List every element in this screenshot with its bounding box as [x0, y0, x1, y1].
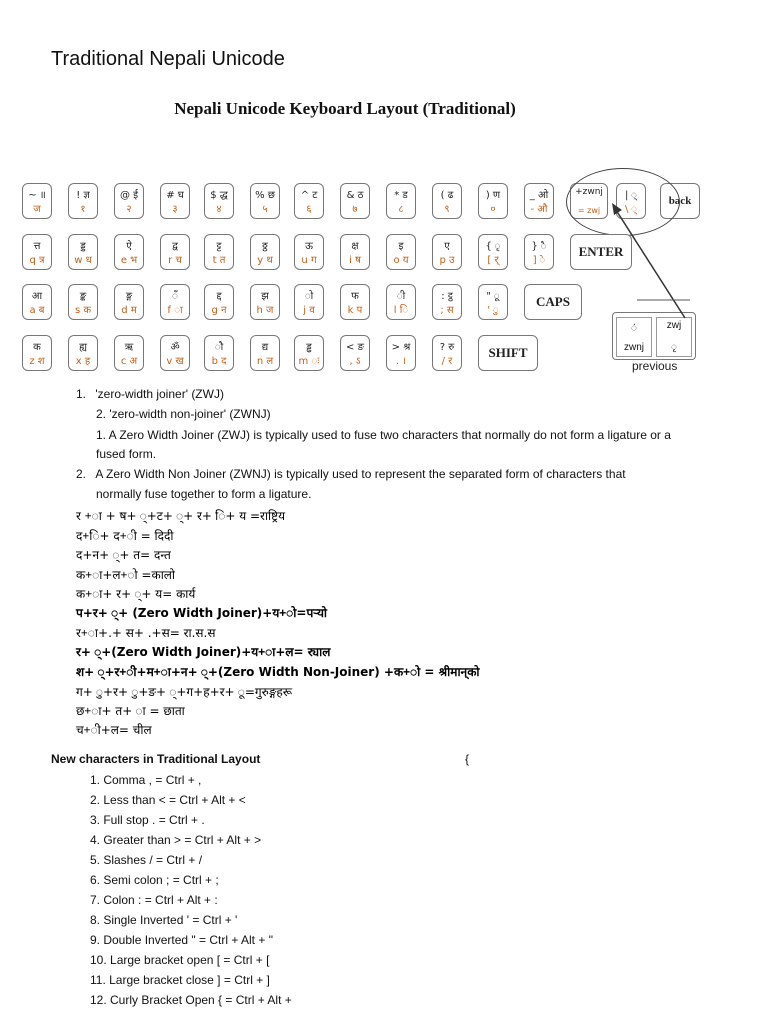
- shortcut-item: 4. Greater than > = Ctrl + Alt + >: [90, 833, 262, 847]
- key-upper: ङ्ग: [125, 291, 133, 302]
- key-lower: t त: [212, 255, 226, 266]
- shortcut-item: 11. Large bracket close ] = Ctrl + ]: [90, 973, 270, 987]
- key-lower: v ख: [166, 356, 184, 367]
- equation-line: च+ी+ल= चील: [76, 723, 152, 737]
- key-upper: ॐ: [170, 342, 180, 353]
- key-upper: ऊ: [305, 241, 313, 252]
- key-lower: २: [126, 204, 132, 215]
- key-upper: } ै: [531, 241, 547, 252]
- key-upper: # घ: [166, 190, 184, 201]
- arrow-icon: [0, 0, 768, 390]
- key-upper: | ्: [625, 190, 637, 201]
- key-lower: m ः: [298, 356, 320, 367]
- key-upper: ) ण: [485, 190, 501, 201]
- key-upper: ^ ट: [300, 190, 318, 201]
- key-upper: % छ: [255, 190, 275, 201]
- key-upper: क्ष: [351, 241, 359, 252]
- key-lower: ४: [216, 204, 222, 215]
- shortcut-item: 8. Single Inverted ' = Ctrl + ': [90, 913, 238, 927]
- previous-label: previous: [632, 359, 678, 373]
- key-lower: ज: [33, 204, 41, 215]
- key-lower: . ।: [395, 356, 407, 367]
- key-lower: ७: [352, 204, 358, 215]
- key-upper: झ: [261, 291, 269, 302]
- key-lower: o य: [393, 255, 409, 266]
- key-caps: CAPS: [524, 284, 582, 320]
- key-lower: l ि: [393, 305, 409, 316]
- equation-line: छ+ा+ त+ ा = छाता: [76, 704, 185, 718]
- document-title: Traditional Nepali Unicode: [51, 48, 285, 70]
- key-lower: १: [80, 204, 86, 215]
- equation-line: ग+ ु+र+ ु+ङ+ ्+ग+ह+र+ ू=गुरुङ्गहरू: [76, 685, 293, 699]
- key-lower: y थ: [257, 255, 273, 266]
- brace-char: {: [465, 752, 470, 766]
- key-upper: ी: [396, 291, 406, 302]
- key-upper: ठ्ठ: [262, 241, 268, 252]
- key-lower: ३: [172, 204, 178, 215]
- key-upper: द्द: [216, 291, 222, 302]
- key-lower: ' ु: [487, 305, 499, 316]
- key-lower: ९: [444, 204, 450, 215]
- key-upper: _ ओ: [529, 190, 549, 201]
- key-upper: क: [33, 342, 41, 353]
- equation-line: श+ ्+र+ी+म+ा+न+ ्+(Zero Width Non-Joiner) +क+ो = श्रीमान्‌को: [76, 665, 480, 679]
- shortcut-item: 9. Double Inverted " = Ctrl + Alt + ": [90, 933, 273, 947]
- key-upper: ~ ॥: [28, 190, 46, 201]
- key-lower: h ज: [256, 305, 274, 316]
- key-lower: n ल: [256, 356, 274, 367]
- equation-line: प+र+ ्+ (Zero Width Joiner)+य+ो=पर्‍यो: [76, 606, 328, 620]
- key-upper: ? रु: [439, 342, 455, 353]
- key-lower: g न: [211, 305, 227, 316]
- key-lower: ५: [262, 204, 268, 215]
- equation-line: क+ा+ र+ ्+ य= कार्य: [76, 587, 196, 601]
- previous-right-bottom: ृ: [671, 342, 677, 353]
- key-upper: ह्य: [79, 342, 87, 353]
- key-lower: s क: [74, 305, 92, 316]
- key-enter: ENTER: [570, 234, 632, 270]
- previous-right-top: zwj: [666, 320, 682, 331]
- key-upper: ए: [444, 241, 450, 252]
- key-lower: q त्र: [29, 255, 45, 266]
- key-upper: $ द्ध: [210, 190, 228, 201]
- key-upper: इ: [398, 241, 404, 252]
- keyboard-diagram: [0, 0, 768, 390]
- key-lower: f ा: [167, 305, 183, 316]
- equation-line: र +ा + ष+ ्+ट+ ्+ र+ ि+ य =राष्ट्रिय: [76, 509, 286, 523]
- key-lower: a ब: [29, 305, 45, 316]
- key-upper: ड्ढ: [306, 342, 312, 353]
- shortcut-item: 7. Colon : = Ctrl + Alt + :: [90, 893, 218, 907]
- key-upper: * ड: [394, 190, 408, 201]
- note-item: [76, 387, 224, 401]
- key-lower: ६: [306, 204, 312, 215]
- key-upper: ऋ: [124, 342, 134, 353]
- note-item: normally fuse together to form a ligature.: [96, 487, 312, 501]
- equation-line: र+ा+.+ स+ .+स= रा.स.स: [76, 626, 216, 640]
- key-upper: ( ढ: [440, 190, 454, 201]
- key-lower: = zwj: [577, 206, 601, 215]
- key-shift: SHIFT: [478, 335, 538, 371]
- shortcut-item: 2. Less than < = Ctrl + Alt + <: [90, 793, 246, 807]
- key-lower: , ऽ: [349, 356, 361, 367]
- key-upper: ऐ: [126, 241, 132, 252]
- key-lower: z श: [29, 356, 45, 367]
- key-lower: d म: [121, 305, 137, 316]
- note-item: fused form.: [96, 447, 157, 461]
- key-lower: i ष: [349, 255, 361, 266]
- key-lower: p उ: [439, 255, 455, 266]
- key-lower: c अ: [120, 356, 138, 367]
- note-item: [76, 467, 626, 481]
- shortcut-item: 5. Slashes / = Ctrl + /: [90, 853, 203, 867]
- key-lower: k प: [347, 305, 363, 316]
- key-upper: & ठ: [346, 190, 364, 201]
- key-upper: द्य: [261, 342, 269, 353]
- key-lower: b द: [211, 356, 227, 367]
- key-lower: u ग: [301, 255, 317, 266]
- key-lower: ८: [398, 204, 404, 215]
- key-upper: त्त: [33, 241, 41, 252]
- key-upper: आ: [31, 291, 43, 302]
- key-lower: - औ: [530, 204, 548, 215]
- key-upper: ट्ट: [216, 241, 222, 252]
- shortcut-item: 3. Full stop . = Ctrl + .: [90, 813, 205, 827]
- key-upper: ो: [304, 291, 314, 302]
- section-title: New characters in Traditional Layout: [51, 752, 261, 766]
- key-upper: ! ज्ञ: [76, 190, 90, 201]
- equation-line: द+ि+ द+ी = दिदी: [76, 529, 174, 543]
- note-item: 2. 'zero-width non-joiner' (ZWNJ): [96, 407, 271, 421]
- key-upper: @ ई: [119, 190, 139, 201]
- key-lower: / र: [441, 356, 453, 367]
- key-lower: e भ: [120, 255, 138, 266]
- key-upper: ङ्क: [79, 291, 87, 302]
- key-upper: ँ: [172, 291, 178, 302]
- note-number: 2.: [76, 467, 87, 481]
- key-upper: द्व: [172, 241, 178, 252]
- key-lower: \ ्: [625, 204, 637, 215]
- shortcut-item: 12. Curly Bracket Open { = Ctrl + Alt +: [90, 993, 292, 1007]
- previous-left-top: ं: [631, 323, 637, 334]
- key-lower: j व: [303, 305, 315, 316]
- equation-line: र+ ्+(Zero Width Joiner)+य+ा+ल= र‍्याल: [76, 645, 331, 659]
- key-upper: > श्र: [391, 342, 411, 353]
- keyboard-heading: Nepali Unicode Keyboard Layout (Traditional): [174, 99, 516, 118]
- key-upper: फ: [351, 291, 359, 302]
- shortcut-item: 6. Semi colon ; = Ctrl + ;: [90, 873, 219, 887]
- note-number: 1.: [76, 387, 87, 401]
- key-upper: ौ: [214, 342, 224, 353]
- key-lower: r च: [168, 255, 182, 266]
- key-lower: w ध: [74, 255, 92, 266]
- key-lower: [ र्: [487, 255, 499, 266]
- key-lower: ] े: [532, 255, 546, 266]
- note-item: 1. A Zero Width Joiner (ZWJ) is typically used to fuse two characters that normally do not form a ligature or a: [96, 428, 671, 442]
- key-upper: < ङ: [346, 342, 364, 353]
- note-text: 'zero-width joiner' (ZWJ): [95, 387, 224, 401]
- shortcut-item: 1. Comma , = Ctrl + ,: [90, 773, 202, 787]
- key-lower: x ह: [75, 356, 91, 367]
- note-text: A Zero Width Non Joiner (ZWNJ) is typically used to represent the separated form of characters that: [95, 467, 626, 481]
- equation-line: क+ा+ल+ो =कालो: [76, 568, 176, 582]
- key-lower: ०: [490, 204, 496, 215]
- previous-left-bottom: zwnj: [623, 342, 644, 353]
- shortcut-item: 10. Large bracket open [ = Ctrl + [: [90, 953, 270, 967]
- key-upper: { ृ: [485, 241, 501, 252]
- key-back: back: [660, 183, 700, 219]
- key-upper: : ट्ठ: [441, 291, 453, 302]
- key-lower: ; स: [440, 305, 454, 316]
- key-upper: +zwnj: [575, 187, 603, 197]
- key-upper: " ू: [486, 291, 500, 302]
- equation-line: द+न+ ्+ त= दन्त: [76, 548, 171, 562]
- key-upper: ड्ड: [80, 241, 86, 252]
